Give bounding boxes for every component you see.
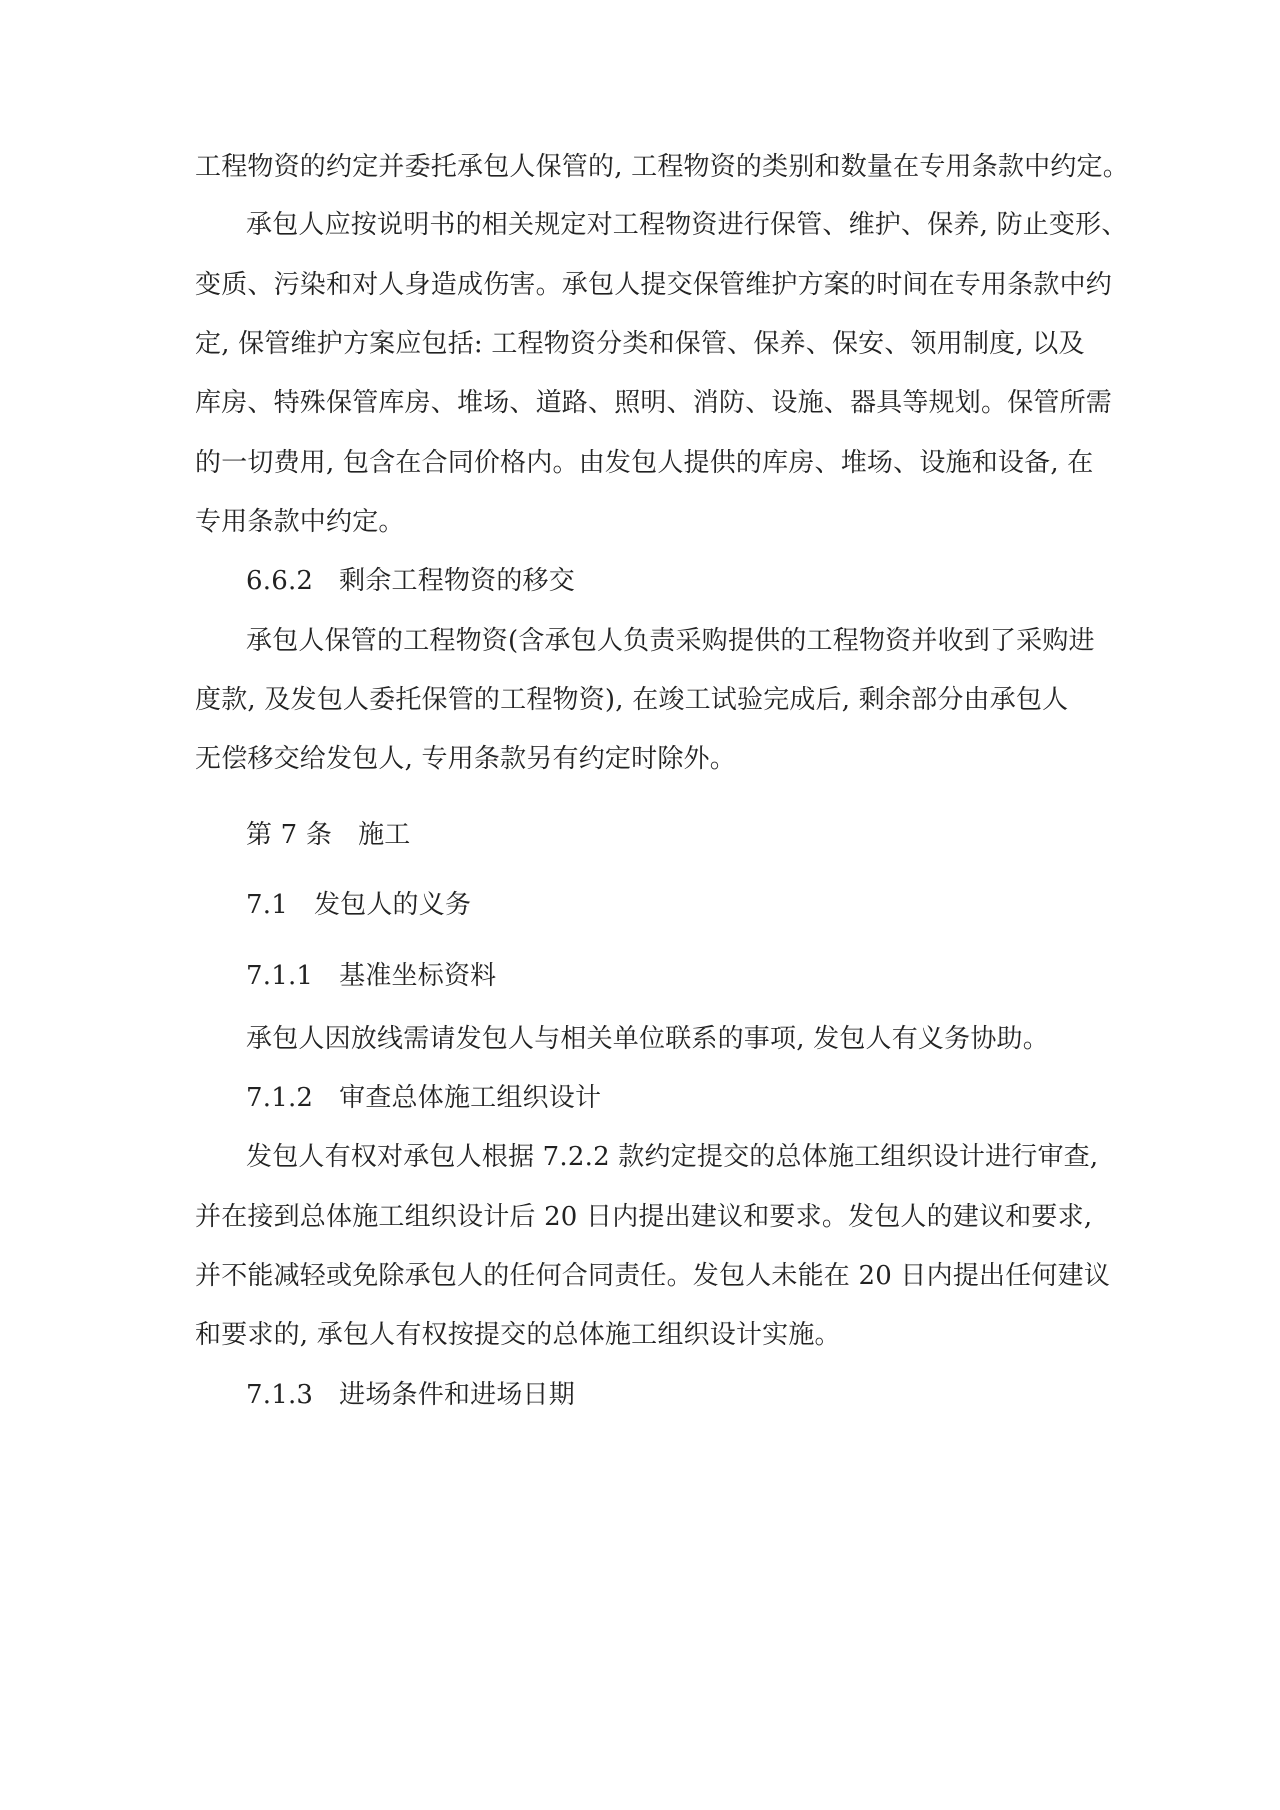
paragraph-line: 专用条款中约定。 [195,507,405,537]
section-title: 审查总体施工组织设计 [339,1083,602,1113]
paragraph-line: 度款, 及发包人委托保管的工程物资), 在竣工试验完成后, 剩余部分由承包人 [195,685,1069,715]
section-number: 6.6.2 [246,566,314,596]
paragraph-line: 工程物资的约定并委托承包人保管的, 工程物资的类别和数量在专用条款中约定。 [195,152,1129,182]
paragraph-line: 变质、污染和对人身造成伤害。承包人提交保管维护方案的时间在专用条款中约 [195,270,1113,300]
section-heading-7-1-3 [246,1378,575,1412]
paragraph-line: 和要求的, 承包人有权按提交的总体施工组织设计实施。 [195,1320,841,1350]
paragraph-line: 无偿移交给发包人, 专用条款另有约定时除外。 [195,744,736,774]
paragraph-line: 承包人应按说明书的相关规定对工程物资进行保管、维护、保养, 防止变形、 [246,210,1128,240]
section-title: 基准坐标资料 [339,961,497,991]
paragraph-line: 承包人保管的工程物资(含承包人负责采购提供的工程物资并收到了采购进 [246,626,1095,656]
section-title: 进场条件和进场日期 [339,1380,575,1410]
article-number: 第 7 条 [246,820,333,850]
section-number: 7.1.3 [246,1380,314,1410]
section-heading-7-1-2 [246,1081,601,1115]
section-heading-6-6-2 [246,564,575,598]
paragraph-line: 发包人有权对承包人根据 7.2.2 款约定提交的总体施工组织设计进行审查, [246,1142,1099,1172]
section-title: 剩余工程物资的移交 [339,566,575,596]
section-heading-7-1-1 [246,959,496,993]
paragraph-line: 并不能减轻或免除承包人的任何合同责任。发包人未能在 20 日内提出任何建议 [195,1261,1111,1291]
paragraph-line: 承包人因放线需请发包人与相关单位联系的事项, 发包人有义务协助。 [246,1024,1049,1054]
section-title: 发包人的义务 [313,890,472,920]
article-heading-7 [246,818,410,852]
paragraph-line: 的一切费用, 包含在合同价格内。由发包人提供的库房、堆场、设施和设备, 在 [195,448,1094,478]
paragraph-line: 定, 保管维护方案应包括: 工程物资分类和保管、保养、保安、领用制度, 以及 [195,329,1085,359]
paragraph-line: 库房、特殊保管库房、堆场、道路、照明、消防、设施、器具等规划。保管所需 [195,388,1113,418]
section-number: 7.1.1 [246,961,314,991]
article-title: 施工 [358,820,411,850]
section-heading-7-1 [246,888,471,922]
section-number: 7.1 [246,890,288,920]
paragraph-line: 并在接到总体施工组织设计后 20 日内提出建议和要求。发包人的建议和要求, [195,1202,1093,1232]
section-number: 7.1.2 [246,1083,314,1113]
